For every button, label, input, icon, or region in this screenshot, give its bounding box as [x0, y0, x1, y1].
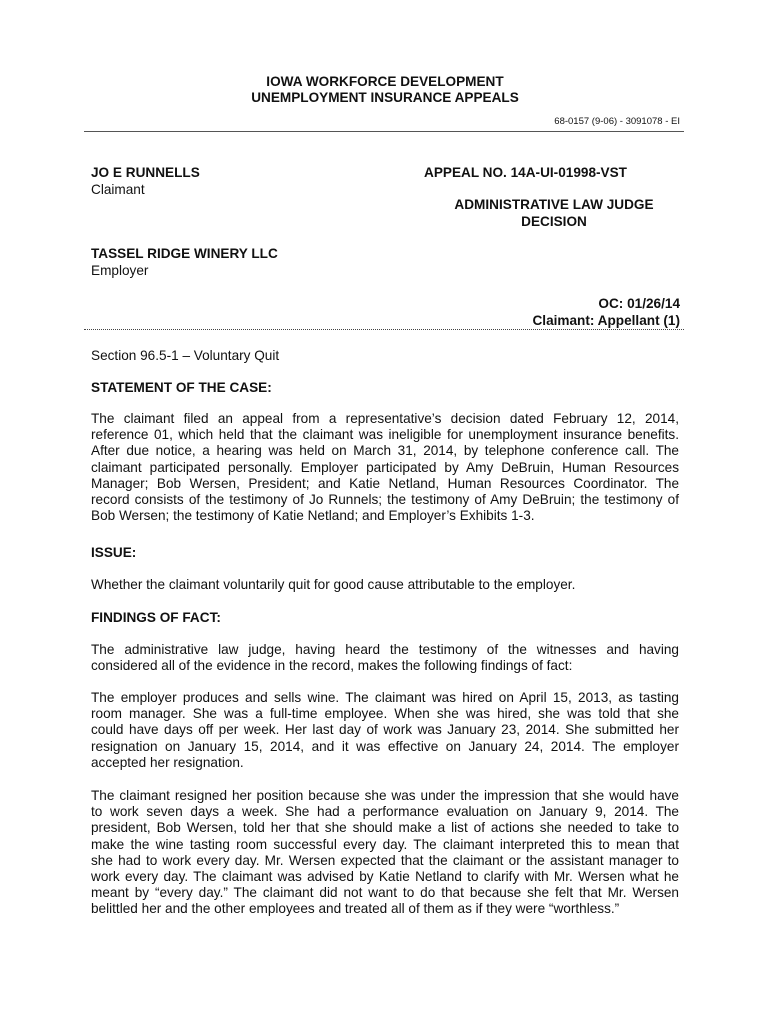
claimant-block — [91, 164, 200, 198]
findings-intro-line: The administrative law judge, having heard the testimony of the witnesses and having — [91, 642, 679, 657]
appeal-number: APPEAL NO. 14A-UI-01998-VST — [424, 165, 627, 180]
agency-title: IOWA WORKFORCE DEVELOPMENT — [266, 74, 504, 89]
statement-heading: STATEMENT OF THE CASE: — [91, 380, 272, 395]
decision-title-line-2: DECISION — [521, 214, 587, 229]
caption-divider — [84, 329, 684, 330]
decision-title — [424, 196, 684, 230]
findings-line: president, Bob Wersen, told her that she should make a list of actions she needed to take to — [91, 820, 679, 836]
findings-line: resignation on January 15, 2014, and it was effective on January 24, 2014. The employer — [91, 738, 679, 754]
findings-line: The employer produces and sells wine. The claimant was hired on April 15, 2013, as tasting — [91, 690, 679, 705]
issue-heading: ISSUE: — [91, 545, 137, 560]
employer-name: TASSEL RIDGE WINERY LLC — [91, 246, 278, 261]
findings-line: to work seven days a week. She had a performance evaluation on January 9, 2014. The — [91, 804, 679, 820]
findings-line: could have days off per week. Her last day of work was January 23, 2014. She submitted her — [91, 722, 679, 738]
findings-line: she had to work every day. Mr. Wersen expected that the claimant or the assistant manager to — [91, 852, 679, 868]
employer-block — [91, 245, 278, 279]
claimant-name: JO E RUNNELLS — [91, 165, 200, 180]
employer-label: Employer — [91, 263, 149, 278]
findings-paragraph-2 — [91, 788, 679, 918]
division-title: UNEMPLOYMENT INSURANCE APPEALS — [251, 90, 519, 105]
findings-heading: FINDINGS OF FACT: — [91, 610, 221, 625]
issue-text: Whether the claimant voluntarily quit for good cause attributable to the employer. — [91, 577, 576, 592]
findings-line: work every day. The claimant was advised by Katie Netland to clarify with Mr. Wersen what he — [91, 869, 679, 885]
findings-line: make the wine tasting room successful every day. The claimant interpreted this to mean that — [91, 836, 679, 852]
decision-title-line-1: ADMINISTRATIVE LAW JUDGE — [454, 197, 654, 212]
header-divider — [84, 131, 684, 132]
findings-line: accepted her resignation. — [91, 754, 244, 770]
statement-line: The claimant filed an appeal from a representative’s decision dated February 12, 2014, — [91, 411, 679, 426]
statement-line: reference 01, which held that the claimant was ineligible for unemployment insurance benefits. — [91, 427, 679, 443]
findings-paragraph-1 — [91, 690, 679, 771]
findings-line: meant by “every day.” The claimant did not want to do that because she felt that Mr. Wersen — [91, 885, 679, 901]
appellant-status: Claimant: Appellant (1) — [532, 313, 680, 328]
section-reference: Section 96.5-1 – Voluntary Quit — [91, 348, 280, 363]
claimant-label: Claimant — [91, 182, 145, 197]
case-status-block — [424, 295, 680, 329]
statement-line: After due notice, a hearing was held on March 31, 2014, by telephone conference call. The — [91, 443, 679, 459]
statement-line: claimant participated personally. Employer participated by Amy DeBruin, Human Resources — [91, 459, 679, 475]
findings-line: The claimant resigned her position because she was under the impression that she would have — [91, 788, 679, 803]
form-number: 68-0157 (9-06) - 3091078 - EI — [554, 116, 680, 127]
document-header — [0, 74, 770, 106]
oc-date: OC: 01/26/14 — [598, 296, 680, 311]
statement-paragraph — [91, 411, 679, 524]
findings-line: belittled her and the other employees and treated all of them as if they were “worthless.” — [91, 901, 620, 917]
statement-line: Bob Wersen; the testimony of Katie Netland; and Employer’s Exhibits 1-3. — [91, 508, 535, 524]
statement-line: record consists of the testimony of Jo Runnels; the testimony of Amy DeBruin; the testimony of — [91, 492, 679, 508]
findings-line: room manager. She was a full-time employee. When she was hired, she was told that she — [91, 706, 679, 722]
findings-intro-paragraph — [91, 642, 679, 674]
statement-line: Manager; Bob Wersen, President; and Katie Netland, Human Resources Coordinator. The — [91, 475, 679, 491]
findings-intro-line: considered all of the evidence in the record, makes the following findings of fact: — [91, 658, 573, 674]
